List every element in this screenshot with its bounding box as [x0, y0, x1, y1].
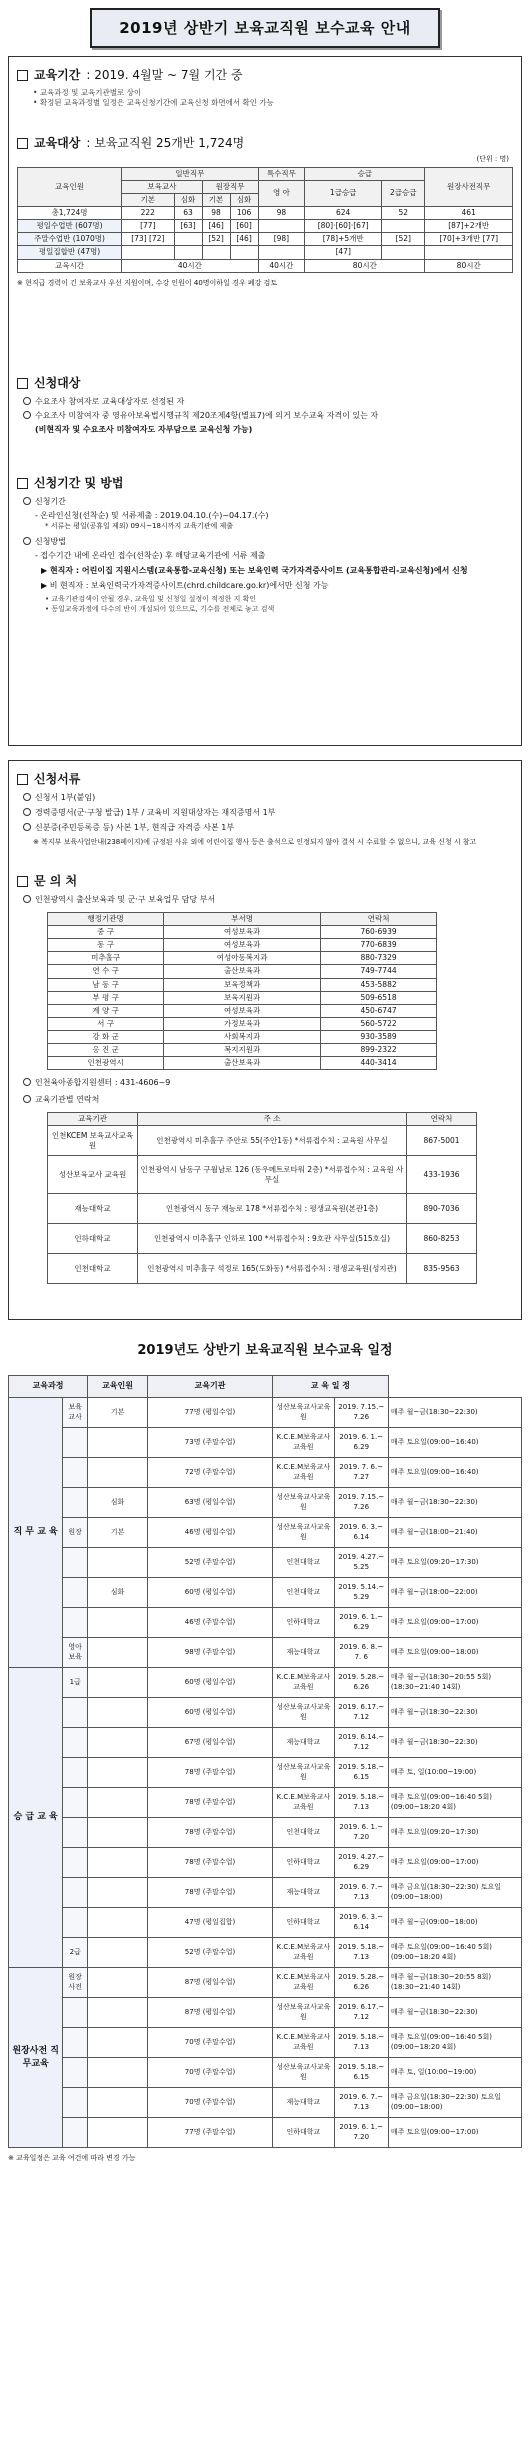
- schedule-subcategory: [63, 2118, 88, 2148]
- schedule-times: 매주 월~금(18:30~22:30): [388, 1488, 521, 1518]
- apply-method-head: 신청방법: [23, 537, 513, 548]
- schedule-dates: 2019. 6. 7.~ 7.13: [334, 2088, 388, 2118]
- schedule-times: 매주 토요일(09:00~17:00): [388, 2118, 521, 2148]
- schedule-count: 63명 (평일수업): [148, 1488, 273, 1518]
- th-director: 원장직무: [202, 180, 258, 193]
- schedule-institution: 인천대학교: [273, 1818, 335, 1848]
- schedule-count: 60명 (평일수업): [148, 1578, 273, 1608]
- schedule-institution: 성산보육교사교육원: [273, 2058, 335, 2088]
- schedule-row: [9, 2088, 522, 2118]
- schedule-times: 매주 금요일(18:30~22:30) 토요일(09:00~18:00): [388, 1878, 521, 1908]
- schedule-institution: 재능대학교: [273, 2088, 335, 2118]
- schedule-level: [88, 1788, 148, 1818]
- table-row: 미추홀구 여성아동복지과 880-7329: [48, 952, 437, 965]
- schedule-count: 46명 (주말수업): [148, 1608, 273, 1638]
- schedule-count: 78명 (주말수업): [148, 1848, 273, 1878]
- schedule-institution: 성산보육교사교육원: [273, 1488, 335, 1518]
- schedule-level: 기본: [88, 1398, 148, 1428]
- th-infant: 영 아: [258, 180, 305, 206]
- table-row: 성산보육교사 교육원 인천광역시 남동구 구월남로 126 (동우메트로타워 2층) *서류접수처 : 교육원 사무실 433-1936: [48, 1156, 477, 1194]
- schedule-institution: K.C.E.M보육교사교육원: [273, 2028, 335, 2058]
- th-promotion: 승급: [305, 167, 425, 180]
- table-row: 재능대학교 인천광역시 동구 재능로 178 *서류접수처 : 평생교육원(본관1층) 890-7036: [48, 1194, 477, 1224]
- eligibility-note: (비현직자 및 수요조사 미참여자도 자부담으로 교육신청 가능): [35, 424, 253, 434]
- schedule-times: 매주 토요일(09:20~17:30): [388, 1548, 521, 1578]
- circle-bullet-icon: [23, 793, 31, 801]
- schedule-level: [88, 1848, 148, 1878]
- schedule-times: 매주 토, 일(10:00~19:00): [388, 1758, 521, 1788]
- schedule-row: [9, 1878, 522, 1908]
- schedule-row: [9, 1458, 522, 1488]
- table-row: 평일수업반 (607명) [77] [63] [46] [60] [80]·[60]·[67] [87]+2개반: [18, 220, 513, 233]
- document-item: 신분증(주민등록증 등) 사본 1부, 현직급 자격증 사본 1부: [23, 823, 513, 834]
- schedule-subcategory: [63, 1728, 88, 1758]
- schedule-category: 원장사전 직무교육: [9, 1968, 63, 2148]
- th-basic: 기본: [122, 193, 174, 206]
- apply-period-sub: * 서류는 평일(공휴일 제외) 09시~18시까지 교육기관에 제출: [45, 521, 233, 530]
- schedule-institution: 인하대학교: [273, 1908, 335, 1938]
- schedule-dates: 2019. 5.18.~ 7.13: [334, 1788, 388, 1818]
- apply-nonworker-line: ▶ 비 현직자 : 보육인력국가자격증사이트(chrd.childcare.go.kr)에서만 신청 가능: [41, 580, 329, 590]
- schedule-institution: 성산보육교사교육원: [273, 1398, 335, 1428]
- contacts-section: [17, 873, 513, 1284]
- schedule-times: 매주 월~금(18:00~22:00): [388, 1578, 521, 1608]
- schedule-times: 매주 토요일(09:00~16:40 5회) (09:00~18:20 4회): [388, 1788, 521, 1818]
- th-basic2: 기본: [202, 193, 230, 206]
- schedule-institution: K.C.E.M보육교사교육원: [273, 1668, 335, 1698]
- schedule-dates: 2019. 6. 7.~ 7.13: [334, 1878, 388, 1908]
- table-row: 부 평 구 보육지원과 509-6518: [48, 991, 437, 1004]
- th-g2: 2급승급: [382, 180, 425, 206]
- inst-head: 교육기관별 연락처: [17, 1095, 513, 1106]
- schedule-times: 매주 월~금(18:30~22:30): [388, 1698, 521, 1728]
- document-item: 신청서 1부(붙임): [23, 793, 513, 804]
- schedule-count: 46명 (평일수업): [148, 1518, 273, 1548]
- schedule-count: 78명 (주말수업): [148, 1788, 273, 1818]
- schedule-level: [88, 1548, 148, 1578]
- schedule-row: [9, 1608, 522, 1638]
- square-bullet-icon: [17, 70, 28, 81]
- schedule-level: [88, 1668, 148, 1698]
- page-title: 2019년 상반기 보육교직원 보수교육 안내: [119, 18, 411, 37]
- schedule-count: 60명 (평일수업): [148, 1668, 273, 1698]
- square-bullet-icon: [17, 378, 28, 389]
- contacts-table: 행정기관명 부서명 연락처 중 구 여성보육과 760-6939 동 구 여성보육과 770-6839 미추홀구 여성아동복지과 880-7329 연 수 구 출산보육과 749-7744 남 동 구 보육정책과 453-5882 부 평 구 보육지원과 509-6518 계 양 구 여성보육과 450-6747 서 구 가정보육과 560-5722 강 화 군 사회복지과 930-3589 옹 진 군 복지지원과 899-2322 인천광역시 출산보육과 440-3414: [47, 912, 437, 1071]
- target-label: 교육대상: [34, 136, 81, 150]
- period-label: 교육기간: [34, 68, 81, 82]
- schedule-subcategory: [63, 1758, 88, 1788]
- schedule-subcategory: [63, 2028, 88, 2058]
- schedule-subcategory: 1급: [63, 1668, 88, 1698]
- schedule-level: [88, 1908, 148, 1938]
- schedule-subcategory: 2급: [63, 1938, 88, 1968]
- circle-bullet-icon: [23, 895, 31, 903]
- schedule-subcategory: [63, 1488, 88, 1518]
- th-special: 특수직무: [258, 167, 305, 180]
- schedule-row: [9, 1728, 522, 1758]
- schedule-subcategory: [63, 2088, 88, 2118]
- documents-section: [17, 771, 513, 847]
- schedule-times: 매주 금요일(18:30~22:30) 토요일(09:00~18:00): [388, 2088, 521, 2118]
- schedule-times: 매주 토요일(09:00~17:00): [388, 1608, 521, 1638]
- schedule-institution: K.C.E.M보육교사교육원: [273, 1938, 335, 1968]
- schedule-dates: 2019. 6.17.~ 7.12: [334, 1698, 388, 1728]
- table-row: 중 구 여성보육과 760-6939: [48, 926, 437, 939]
- schedule-level: [88, 2118, 148, 2148]
- schedule-level: [88, 1938, 148, 1968]
- schedule-level: [88, 1758, 148, 1788]
- th-pre-director: 원장사전직무: [425, 167, 513, 206]
- schedule-row: [9, 1398, 522, 1428]
- schedule-count: 52명 (주말수업): [148, 1548, 273, 1578]
- institution-table: 교육기관 주 소 연락처 인천KCEM 보육교사교육원 인천광역시 미추홀구 주안로 55(주안1동) *서류접수처 : 교육원 사무실 867-5001 성산보육교사 교육원 인천광역시 남동구 구월남로 126 (동우메트로타워 2층) *서류접수처 : 교육원 사무실 433-1936 재능대학교 인천광역시 동구 재능로 178 *서류접수처 : 평생교육원(본관1층) 890-7036 인하대학교 인천광역시 미추홀구 인하로 100 *서류접수처 : 9호관 사무실(515호실) 860-8253 인천대학교 인천광역시 미추홀구 석정로 165(도화동) *서류접수처 : 평생교육원(성지관) 835-9563: [47, 1112, 477, 1284]
- table-row: 남 동 구 보육정책과 453-5882: [48, 978, 437, 991]
- schedule-times: 매주 토요일(09:00~16:40): [388, 1428, 521, 1458]
- schedule-count: 87명 (평일수업): [148, 1998, 273, 2028]
- circle-bullet-icon: [23, 411, 31, 419]
- schedule-subcategory: [63, 1428, 88, 1458]
- apply-period-head: 신청기간: [23, 497, 513, 508]
- schedule-level: 기본: [88, 1518, 148, 1548]
- period-value: : 2019. 4월말 ~ 7월 기간 중: [86, 68, 243, 82]
- table-row: 총1,724명 222 63 98 106 98 624 52 461: [18, 207, 513, 220]
- circle-bullet-icon: [23, 497, 31, 505]
- schedule-times: 매주 토요일(09:00~18:00): [388, 1638, 521, 1668]
- schedule-footnote: ※ 교육일정은 교육 여건에 따라 변경 가능: [8, 2154, 136, 2162]
- schedule-dates: 2019. 6.14.~ 7.12: [334, 1728, 388, 1758]
- circle-bullet-icon: [23, 537, 31, 545]
- apply-period-line: - 온라인신청(선착순) 및 서류제출 : 2019.04.10.(수)~04.17.(수): [35, 510, 269, 520]
- schedule-institution: 재능대학교: [273, 1638, 335, 1668]
- schedule-row: [9, 1908, 522, 1938]
- schedule-category: 직 무 교 육: [9, 1398, 63, 1668]
- schedule-subcategory: [63, 2058, 88, 2088]
- eligibility-line: 수요조사 미참여자 중 영유아보육법시행규칙 제20조제4항(별표7)에 의거 보수교육 자격이 있는 자: [23, 411, 513, 422]
- apply-section: [17, 475, 513, 614]
- document-item: 경력증명서(군·구청 발급) 1부 / 교육비 지원대상자는 재직증명서 1부: [23, 808, 513, 819]
- schedule-times: 매주 월~금(18:00~21:40): [388, 1518, 521, 1548]
- schedule-level: [88, 2058, 148, 2088]
- schedule-category: 승 급 교 육: [9, 1668, 63, 1968]
- table-row: 강 화 군 사회복지과 930-3589: [48, 1031, 437, 1044]
- target-table: [17, 167, 513, 273]
- schedule-times: 매주 토요일(09:00~16:40): [388, 1458, 521, 1488]
- contacts-label: 문 의 처: [34, 874, 78, 888]
- schedule-dates: 2019. 5.18.~ 7.13: [334, 2028, 388, 2058]
- schedule-count: 60명 (평일수업): [148, 1698, 273, 1728]
- schedule-dates: 2019. 6. 3.~ 6.14: [334, 1908, 388, 1938]
- schedule-count: 77명 (평일수업): [148, 1398, 273, 1428]
- schedule-row: [9, 1998, 522, 2028]
- schedule-subcategory: 영아보육: [63, 1638, 88, 1668]
- schedule-count: 78명 (주말수업): [148, 1758, 273, 1788]
- schedule-count: 98명 (주말수업): [148, 1638, 273, 1668]
- schedule-subcategory: [63, 1548, 88, 1578]
- schedule-subcategory: [63, 1818, 88, 1848]
- schedule-level: 심화: [88, 1578, 148, 1608]
- schedule-dates: 2019. 6. 3.~ 6.14: [334, 1518, 388, 1548]
- schedule-subcategory: [63, 1848, 88, 1878]
- schedule-subcategory: [63, 1878, 88, 1908]
- schedule-subcategory: 보육교사: [63, 1398, 88, 1428]
- th-deep: 심화: [174, 193, 202, 206]
- schedule-level: [88, 1728, 148, 1758]
- schedule-dates: 2019. 6. 1.~ 7.20: [334, 1818, 388, 1848]
- eligibility-label: 신청대상: [34, 376, 81, 390]
- table-row: 연 수 구 출산보육과 749-7744: [48, 965, 437, 978]
- schedule-subcategory: [63, 1998, 88, 2028]
- table-row: 인천KCEM 보육교사교육원 인천광역시 미추홀구 주안로 55(주안1동) *서류접수처 : 교육원 사무실 867-5001: [48, 1126, 477, 1156]
- schedule-level: [88, 1998, 148, 2028]
- schedule-row: [9, 1428, 522, 1458]
- schedule-dates: 2019. 4.27.~ 5.25: [334, 1548, 388, 1578]
- th-general: 일반직무: [122, 167, 258, 180]
- table-row: 인하대학교 인천광역시 미추홀구 인하로 100 *서류접수처 : 9호관 사무실(515호실) 860-8253: [48, 1224, 477, 1254]
- schedule-title: 2019년도 상반기 보육교직원 보수교육 일정: [137, 1343, 393, 1358]
- schedule-times: 매주 토요일(09:20~17:30): [388, 1818, 521, 1848]
- apply-label: 신청기간 및 방법: [34, 476, 124, 490]
- schedule-times: 매주 토요일(09:00~17:00): [388, 1848, 521, 1878]
- schedule-row: [9, 1698, 522, 1728]
- info-frame-1: [8, 56, 522, 746]
- schedule-dates: 2019. 7. 6.~ 7.27: [334, 1458, 388, 1488]
- schedule-row: [9, 1638, 522, 1668]
- table-row: 계 양 구 여성보육과 450-6747: [48, 1004, 437, 1017]
- apply-note: • 교육기관검색이 안될 경우, 교육일 및 신청일 설정이 적정한 지 확인: [45, 595, 257, 604]
- schedule-level: 심화: [88, 1488, 148, 1518]
- table-row: 평일집합반 (47명) [47]: [18, 246, 513, 259]
- schedule-row: [9, 1518, 522, 1548]
- schedule-institution: 성산보육교사교육원: [273, 1758, 335, 1788]
- schedule-institution: K.C.E.M보육교사교육원: [273, 1458, 335, 1488]
- period-section: [17, 67, 513, 108]
- schedule-dates: 2019. 6. 1.~ 7.20: [334, 2118, 388, 2148]
- schedule-institution: 인하대학교: [273, 1848, 335, 1878]
- schedule-row: [9, 1548, 522, 1578]
- schedule-institution: 인천대학교: [273, 1548, 335, 1578]
- schedule-row: [9, 2118, 522, 2148]
- square-bullet-icon: [17, 138, 28, 149]
- schedule-institution: 인하대학교: [273, 2118, 335, 2148]
- square-bullet-icon: [17, 478, 28, 489]
- schedule-level: [88, 1878, 148, 1908]
- schedule-times: 매주 토, 일(10:00~19:00): [388, 2058, 521, 2088]
- table-row: 동 구 여성보육과 770-6839: [48, 939, 437, 952]
- table-row: 인천광역시 출산보육과 440-3414: [48, 1057, 437, 1070]
- eligibility-line: 수요조사 참여자로 교육대상자로 선정된 자: [23, 397, 513, 408]
- schedule-institution: 성산보육교사교육원: [273, 1518, 335, 1548]
- schedule-institution: K.C.E.M보육교사교육원: [273, 1788, 335, 1818]
- schedule-row: [9, 1848, 522, 1878]
- schedule-institution: 성산보육교사교육원: [273, 1698, 335, 1728]
- circle-bullet-icon: [23, 1078, 31, 1086]
- schedule-level: [88, 2028, 148, 2058]
- schedule-subcategory: [63, 1458, 88, 1488]
- schedule-times: 매주 월~금(09:00~18:00): [388, 1908, 521, 1938]
- schedule-dates: 2019. 5.28.~ 6.26: [334, 1968, 388, 1998]
- target-footnote: ※ 현직급 경력이 긴 보육교사 우선 지원이며, 수강 인원이 40명이하일 경우 폐강 검토: [17, 278, 278, 287]
- schedule-times: 매주 월~금(18:30~20:55 8회) (18:30~21:40 14회): [388, 1968, 521, 1998]
- schedule-count: 72명 (주말수업): [148, 1458, 273, 1488]
- schedule-times: 매주 월~금(18:30~20:55 5회) (18:30~21:40 14회): [388, 1668, 521, 1698]
- contacts-lead: 인천광역시 출산보육과 및 군·구 보육업무 담당 부서: [17, 895, 513, 906]
- schedule-level: [88, 1638, 148, 1668]
- schedule-section: [8, 1375, 522, 2163]
- schedule-count: 70명 (주말수업): [148, 2028, 273, 2058]
- schedule-dates: 2019. 5.14.~ 5.29: [334, 1578, 388, 1608]
- schedule-institution: 인천대학교: [273, 1578, 335, 1608]
- eligibility-section: [17, 375, 513, 436]
- apply-worker-line: ▶ 현직자 : 어린이집 지원시스템(교육통합-교육신청) 또는 보육인력 국가자격증사이트 (교육통합관리-교육신청)에서 신청: [41, 565, 468, 575]
- schedule-count: 78명 (주말수업): [148, 1878, 273, 1908]
- schedule-count: 73명 (주말수업): [148, 1428, 273, 1458]
- schedule-institution: 성산보육교사교육원: [273, 1998, 335, 2028]
- schedule-level: [88, 1818, 148, 1848]
- th-teacher: 보육교사: [122, 180, 202, 193]
- schedule-subcategory: 원장: [63, 1518, 88, 1548]
- target-value: : 보육교직원 25개반 1,724명: [86, 136, 245, 150]
- table-row: 인천대학교 인천광역시 미추홀구 석정로 165(도화동) *서류접수처 : 평생교육원(성지관) 835-9563: [48, 1254, 477, 1284]
- schedule-times: 매주 월~금(18:30~22:30): [388, 1398, 521, 1428]
- target-section: [17, 135, 513, 288]
- schedule-row: [9, 2058, 522, 2088]
- schedule-institution: 재능대학교: [273, 1728, 335, 1758]
- schedule-institution: 재능대학교: [273, 1878, 335, 1908]
- schedule-times: 매주 토요일(09:00~16:40 5회) (09:00~18:20 4회): [388, 2028, 521, 2058]
- circle-bullet-icon: [23, 808, 31, 816]
- schedule-row: [9, 1668, 522, 1698]
- period-note: • 교육과정 및 교육기관별로 상이: [33, 88, 142, 98]
- schedule-subcategory: [63, 1578, 88, 1608]
- schedule-dates: 2019. 6. 8.~ 7. 6: [334, 1638, 388, 1668]
- schedule-table: 교육과정 교육인원 교육기관 교 육 일 정 직 무 교 육 보육교사 기본 77명 (평일수업) 성산보육교사교육원 2019. 7.15.~ 7.26 매주 월~금(18:30~22:30) 73명 (주말수업) K.C.E.M보육교사교육원 2019. 6. 1.~ 6.29 매주 토요일(09:00~16:40) 72명 (주말수업) K.C.E.M보육교사교육원 2019. 7. 6.~ 7.27 매주 토요일(09:00~16:40) 심화 63명 (평일수업) 성산보육교사교육원 2019. 7.15.~ 7.26 매주 월~금(18:30~22:30) 원장 기본 46명 (평일수업) 성산보육교사교육원 2019. 6. 3.~ 6.14 매주 월~금(18:00~21:40) 52명 (주말수업) 인천대학교 2019. 4.27.~ 5.25 매주 토요일(09:20~17:30) 심화 60명 (평일수업) 인천대학교 2019. 5.14.~ 5.29 매주 월~금(18:00~22:00) 46명 (주말수업) 인하대학교 2019. 6. 1.~ 6.29 매주 토요일(09:00~17:00) 영아보육 98명 (주말수업) 재능대학교 2019. 6. 8.~ 7. 6 매주 토요일(09:00~18:00) 승 급 교 육 1급 60명 (평일수업) K.C.E.M보육교사교육원 2019. 5.28.~ 6.26 매주 월~금(18:30~20:55 5회) (18:30~21:40 14회) 60명 (평일수업) 성산보육교사교육원 2019. 6.17.~ 7.12 매주 월~금(18:30~22:30) 67명 (평일수업) 재능대학교 2019. 6.14.~ 7.12 매주 월~금(18:30~22:30) 78명 (주말수업) 성산보육교사교육원 2019. 5.18.~ 6.15 매주 토, 일(10:00~19:00) 78명 (주말수업) K.C.E.M보육교사교육원 2019. 5.18.~ 7.13 매주 토요일(09:00~16:40 5회) (09:00~18:20 4회) 78명 (주말수업) 인천대학교 2019. 6. 1.~ 7.20 매주 토요일(09:20~17:30) 78명 (주말수업) 인하대학교 2019. 4.27.~ 6.29 매주 토요일(09:00~17:00) 78명 (주말수업) 재능대학교 2019. 6. 7.~ 7.13 매주 금요일(18:30~22:30) 토요일(09:00~18:00) 47명 (평일집합) 인하대학교 2019. 6. 3.~ 6.14 매주 월~금(09:00~18:00) 2급 52명 (주말수업) K.C.E.M보육교사교육원 2019. 5.18.~ 7.13 매주 토요일(09:00~16:40 5회) (09:00~18:20 4회) 원장사전 직무교육 원장사전 87명 (평일수업) K.C.E.M보육교사교육원 2019. 5.28.~ 6.26 매주 월~금(18:30~20:55 8회) (18:30~21:40 14회) 87명 (평일수업) 성산보육교사교육원 2019. 6.17.~ 7.12 매주 월~금(18:30~22:30) 70명 (주말수업) K.C.E.M보육교사교육원 2019. 5.18.~ 7.13 매주 토요일(09:00~16:40 5회) (09:00~18:20 4회) 70명 (주말수업) 성산보육교사교육원 2019. 5.18.~ 6.15 매주 토, 일(10:00~19:00) 70명 (주말수업) 재능대학교 2019. 6. 7.~ 7.13 매주 금요일(18:30~22:30) 토요일(09:00~18:00) 77명 (주말수업) 인하대학교 2019. 6. 1.~ 7.20 매주 토요일(09:00~17:00): [8, 1375, 522, 2148]
- table-row: 서 구 가정보육과 560-5722: [48, 1017, 437, 1030]
- schedule-count: 77명 (주말수업): [148, 2118, 273, 2148]
- schedule-dates: 2019. 7.15.~ 7.26: [334, 1488, 388, 1518]
- schedule-subcategory: [63, 1608, 88, 1638]
- schedule-times: 매주 월~금(18:30~22:30): [388, 1728, 521, 1758]
- schedule-dates: 2019. 6.17.~ 7.12: [334, 1998, 388, 2028]
- schedule-count: 52명 (주말수업): [148, 1938, 273, 1968]
- square-bullet-icon: [17, 876, 28, 887]
- center-contact: 인천육아종합지원센터 : 431-4606~9: [17, 1078, 513, 1089]
- circle-bullet-icon: [23, 397, 31, 405]
- schedule-times: 매주 토요일(09:00~16:40 5회) (09:00~18:20 4회): [388, 1938, 521, 1968]
- schedule-count: 87명 (평일수업): [148, 1968, 273, 1998]
- schedule-count: 78명 (주말수업): [148, 1818, 273, 1848]
- document-note: ※ 복지부 보육사업안내(238페이지)에 규정된 사유 외에 어린이집 행사 등은 출석으로 인정되지 않아 결석 시 수료할 수 없으니, 교육 신청 시 참고: [33, 837, 477, 846]
- schedule-level: [88, 1608, 148, 1638]
- schedule-count: 70명 (주말수업): [148, 2088, 273, 2118]
- schedule-row: [9, 1938, 522, 1968]
- schedule-times: 매주 월~금(18:30~22:30): [388, 1998, 521, 2028]
- schedule-count: 47명 (평일집합): [148, 1908, 273, 1938]
- schedule-dates: 2019. 5.18.~ 6.15: [334, 2058, 388, 2088]
- schedule-dates: 2019. 5.18.~ 7.13: [334, 1938, 388, 1968]
- schedule-dates: 2019. 6. 1.~ 6.29: [334, 1428, 388, 1458]
- schedule-institution: K.C.E.M보육교사교육원: [273, 1968, 335, 1998]
- schedule-institution: 인하대학교: [273, 1608, 335, 1638]
- schedule-subcategory: [63, 1788, 88, 1818]
- schedule-row: [9, 1818, 522, 1848]
- schedule-subcategory: [63, 1698, 88, 1728]
- th-deep2: 심화: [230, 193, 258, 206]
- schedule-dates: 2019. 6. 1.~ 6.29: [334, 1608, 388, 1638]
- th-edu-count: 교육인원: [18, 167, 122, 206]
- period-note: • 확정된 교육과정별 일정은 교육신청기간에 교육신청 화면에서 확인 가능: [33, 98, 274, 108]
- schedule-count: 70명 (주말수업): [148, 2058, 273, 2088]
- schedule-row: [9, 1578, 522, 1608]
- circle-bullet-icon: [23, 823, 31, 831]
- documents-label: 신청서류: [34, 772, 81, 786]
- schedule-level: [88, 1968, 148, 1998]
- square-bullet-icon: [17, 774, 28, 785]
- schedule-count: 67명 (평일수업): [148, 1728, 273, 1758]
- table-row: 옹 진 군 복지지원과 899-2322: [48, 1044, 437, 1057]
- schedule-level: [88, 2088, 148, 2118]
- schedule-row: [9, 2028, 522, 2058]
- schedule-level: [88, 1428, 148, 1458]
- schedule-row: [9, 1968, 522, 1998]
- unit-note: (단위 : 명): [476, 155, 509, 164]
- title-banner: [90, 8, 440, 48]
- schedule-level: [88, 1698, 148, 1728]
- table-row: 교육시간 40시간 40시간 80시간 80시간: [18, 259, 513, 272]
- table-row: 주말수업반 (1070명) [73] [72] [52] [46] [98] [78]+5개반 [52] [70]+3개반 [77]: [18, 233, 513, 246]
- schedule-institution: K.C.E.M보육교사교육원: [273, 1428, 335, 1458]
- schedule-row: [9, 1788, 522, 1818]
- th-g1: 1급승급: [305, 180, 382, 206]
- schedule-row: [9, 1758, 522, 1788]
- circle-bullet-icon: [23, 1095, 31, 1103]
- schedule-dates: 2019. 5.18.~ 6.15: [334, 1758, 388, 1788]
- apply-note: • 동일교육과정에 다수의 반이 개설되어 있으므로, 기수를 전체로 놓고 검색: [45, 604, 275, 613]
- schedule-subcategory: [63, 1908, 88, 1938]
- schedule-row: [9, 1488, 522, 1518]
- info-frame-2: [8, 760, 522, 1320]
- schedule-dates: 2019. 5.28.~ 6.26: [334, 1668, 388, 1698]
- schedule-level: [88, 1458, 148, 1488]
- schedule-subcategory: 원장사전: [63, 1968, 88, 1998]
- apply-method-line: - 접수기간 내에 온라인 접수(선착순) 후 해당교육기관에 서류 제출: [35, 551, 266, 561]
- schedule-dates: 2019. 4.27.~ 6.29: [334, 1848, 388, 1878]
- schedule-dates: 2019. 7.15.~ 7.26: [334, 1398, 388, 1428]
